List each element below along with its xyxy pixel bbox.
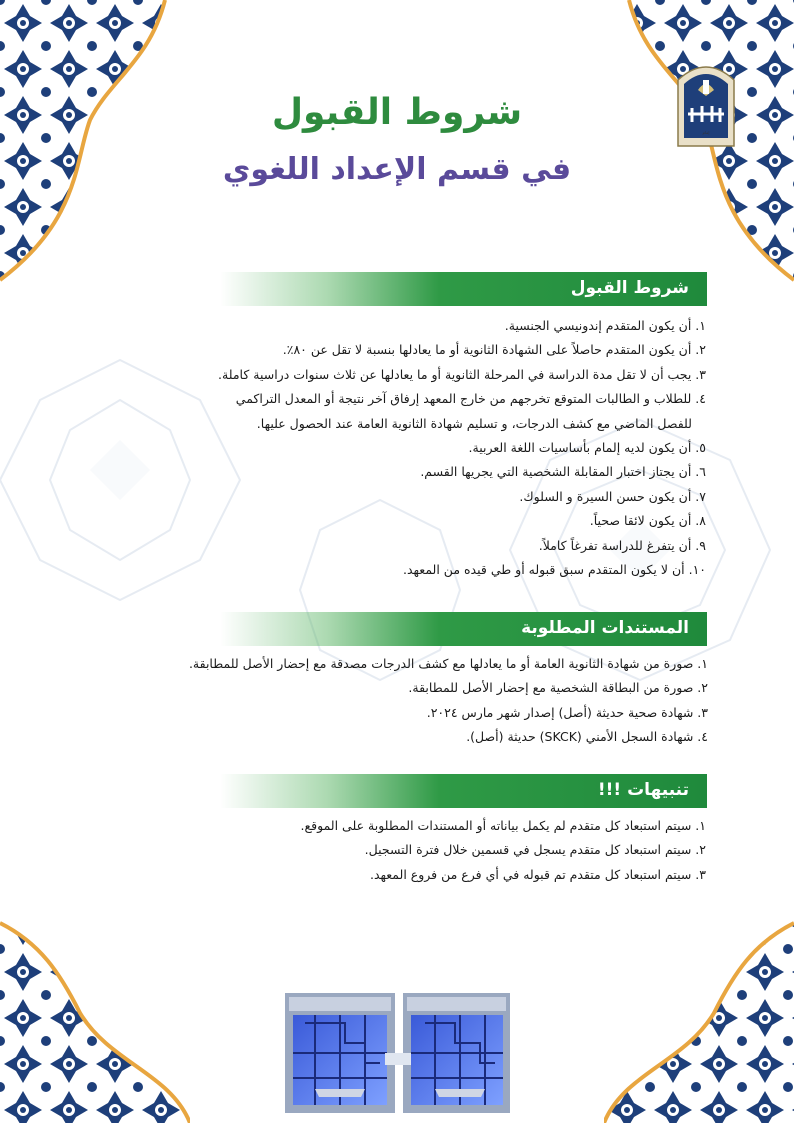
section-heading-admission: شروط القبول [570, 278, 689, 298]
list-item: ٤. للطلاب و الطالبات المتوقع تخرجهم من خارج المعهد إرفاق آخر نتيجة أو المعدل التراكمي [235, 391, 706, 407]
list-item: ٢. صورة من البطاقة الشخصية مع إحضار الأصل للمطابقة. [408, 680, 708, 696]
list-item: ١. سيتم استبعاد كل متقدم لم يكمل بياناته أو المستندات المطلوبة على الموقع. [300, 818, 706, 833]
list-item: ٦. أن يجتاز اختبار المقابلة الشخصية التي يجريها القسم. [420, 464, 706, 480]
list-item: ٨. أن يكون لائقا صحياً. [589, 513, 706, 529]
list-item: ١. صورة من شهادة الثانوية العامة أو ما يعادلها مع كشف الدرجات مصدقة مع إحضار الأصل للمطابقة. [188, 656, 708, 671]
list-item: ٣. سيتم استبعاد كل متقدم تم قبوله في أي فرع من فروع المعهد. [369, 866, 706, 882]
list-item-continuation: للفصل الماضي مع كشف الدرجات، و تسليم شهادة الثانوية العامة عند الحصول عليها. [256, 415, 692, 431]
section-banner-documents [220, 612, 707, 646]
list-item: ٢. سيتم استبعاد كل متقدم يسجل في قسمين خلال فترة التسجيل. [364, 842, 706, 858]
list-item: ٥. أن يكون لديه إلمام بأساسيات اللغة العربية. [468, 440, 706, 456]
notices-list [66, 814, 706, 887]
list-item: ٣. شهادة صحية حديثة (أصل) إصدار شهر مارس ٢٠٢٤. [426, 704, 708, 720]
corner-ornament-bottom-left [0, 903, 190, 1123]
page-title: شروط القبول [271, 92, 523, 133]
list-item: ١٠. أن لا يكون المتقدم سبق قبوله أو طي قيده من المعهد. [403, 562, 706, 578]
section-banner-admission [220, 272, 707, 306]
list-item: ٣. يجب أن لا تقل مدة الدراسة في المرحلة الثانوية أو ما يعادلها عن ثلاث سنوات دراسية كاملة. [218, 366, 706, 382]
admission-list [66, 314, 706, 582]
list-item: ٩. أن يتفرغ للدراسة تفرغاً كاملاً. [538, 537, 706, 553]
corner-ornament-top-right [614, 0, 794, 300]
corner-ornament-bottom-right [604, 903, 794, 1123]
building-illustration [285, 993, 510, 1113]
list-item: ٤. شهادة السجل الأمني (SKCK) حديثة (أصل). [466, 729, 708, 745]
page-subtitle: في قسم الإعداد اللغوي [222, 152, 572, 187]
documents-list [48, 652, 708, 750]
section-banner-notices [220, 774, 707, 808]
list-item: ٢. أن يكون المتقدم حاصلاً على الشهادة الثانوية أو ما يعادلها بنسبة لا تقل عن ٨٠٪. [282, 342, 706, 358]
corner-ornament-top-left [0, 0, 180, 300]
list-item: ٧. أن يكون حسن السيرة و السلوك. [519, 488, 706, 504]
list-item: ١. أن يكون المتقدم إندونيسي الجنسية. [504, 318, 706, 333]
section-heading-documents: المستندات المطلوبة [521, 618, 689, 638]
section-heading-notices: تنبيهات !!! [597, 780, 689, 800]
logo-lettering: إمام [702, 130, 710, 135]
